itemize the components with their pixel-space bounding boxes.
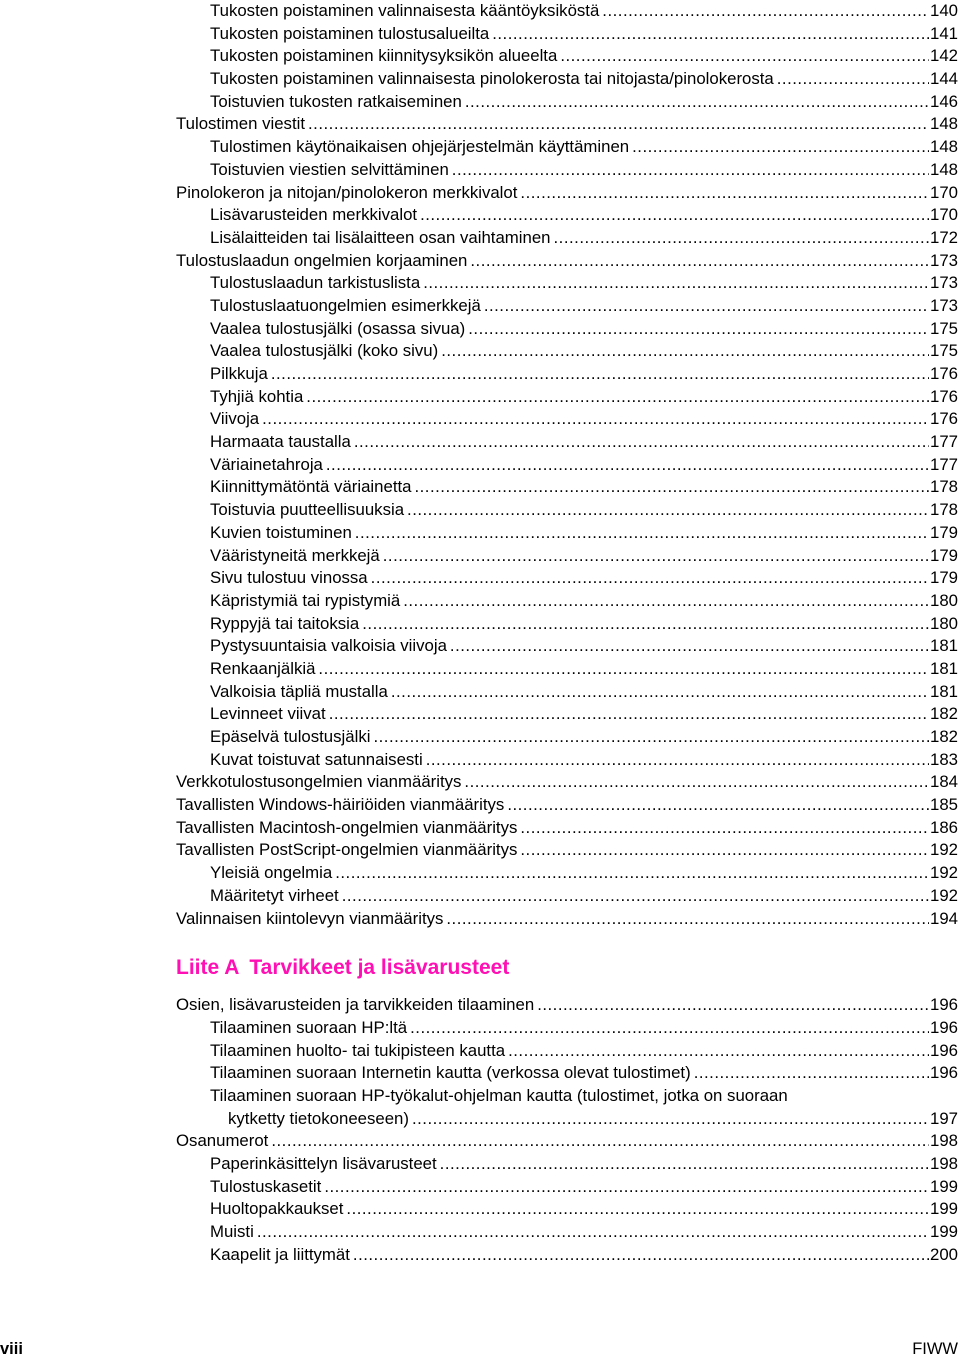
dot-leader: [441, 340, 929, 363]
toc-entry-title-line1: Tilaaminen suoraan HP-työkalut-ohjelman kautta (tulostimet, jotka on suoraan: [210, 1085, 788, 1105]
toc-entry-title-line2: kytketty tietokoneeseen): [228, 1108, 409, 1128]
toc-entry-title: Pilkkuja: [210, 364, 268, 383]
toc-entry[interactable]: [176, 68, 958, 91]
toc-entry[interactable]: [176, 545, 958, 568]
dot-leader: [308, 113, 929, 136]
dot-leader: [468, 318, 929, 341]
toc-entry[interactable]: [176, 204, 958, 227]
toc-entry-page: 178: [930, 500, 958, 520]
toc-entry[interactable]: [176, 159, 958, 182]
toc-entry-page: 182: [930, 704, 958, 724]
dot-leader: [318, 658, 929, 681]
dot-leader: [373, 726, 929, 749]
dot-leader: [407, 499, 929, 522]
toc-entry-page: 141: [930, 23, 958, 43]
footer-code: FIWW: [912, 1340, 958, 1358]
toc-entry-title: Tukosten poistaminen valinnaisesta pinolokerosta tai nitojasta/pinolokerosta: [210, 69, 774, 89]
toc-entry-page: 199: [930, 1199, 958, 1219]
toc-entry-page: 173: [930, 295, 958, 315]
toc-entry-page: 180: [930, 590, 958, 610]
toc-entry-title: Käpristymiä tai rypistymiä: [210, 590, 401, 610]
toc-entry[interactable]: [176, 45, 958, 68]
toc-entry-page: 186: [930, 817, 958, 837]
dot-leader: [777, 68, 929, 91]
toc-entry-page: 196: [930, 1040, 958, 1060]
toc-entry[interactable]: [176, 113, 958, 136]
toc-entry[interactable]: [176, 590, 958, 613]
toc-entry[interactable]: [176, 318, 958, 341]
toc-entry-title: Renkaanjälkiä: [210, 658, 316, 678]
chapter-label: Liite A: [176, 956, 240, 980]
chapter-heading: [176, 954, 958, 982]
toc-entry-title: Tulostimen viestit: [176, 114, 306, 134]
toc-entry-wrapped[interactable]: [176, 1085, 958, 1130]
toc-entry[interactable]: [176, 908, 958, 931]
toc-entry[interactable]: [176, 1198, 958, 1221]
toc-section-appendix-a: [176, 994, 958, 1085]
toc-entry-title: Sivu tulostuu vinossa: [210, 568, 368, 588]
toc-entry[interactable]: [176, 1153, 958, 1176]
toc-entry-page: 181: [930, 658, 958, 678]
toc-entry[interactable]: [176, 635, 958, 658]
toc-entry-title: Lisävarusteiden merkkivalot: [210, 205, 418, 225]
toc-entry[interactable]: [176, 613, 958, 636]
chapter-title: Tarvikkeet ja lisävarusteet: [249, 956, 510, 980]
toc-entry[interactable]: [176, 227, 958, 250]
toc-entry[interactable]: [176, 994, 958, 1017]
toc-entry-title: Tulostuslaatuongelmien esimerkkejä: [210, 295, 481, 315]
dot-leader: [412, 1108, 929, 1131]
toc-entry-page: 181: [930, 681, 958, 701]
dot-leader: [346, 1198, 929, 1221]
toc-entry[interactable]: [176, 340, 958, 363]
toc-entry[interactable]: [176, 703, 958, 726]
toc-entry[interactable]: [176, 386, 958, 409]
toc-entry-title: Kuvat toistuvat satunnaisesti: [210, 749, 423, 769]
toc-entry-page: 196: [930, 995, 958, 1015]
toc-entry-title: Väriainetahroja: [210, 454, 323, 474]
toc-entry-title: Vaalea tulostusjälki (koko sivu): [210, 341, 439, 361]
toc-entry-title: Tyhjiä kohtia: [210, 386, 304, 406]
dot-leader: [492, 23, 929, 46]
toc-entry-title: Tilaaminen huolto- tai tukipisteen kautta: [210, 1040, 506, 1060]
toc-entry-page: 173: [930, 273, 958, 293]
toc-entry-title: Yleisiä ongelmia: [210, 863, 333, 883]
toc-entry-title: Harmaata taustalla: [210, 432, 351, 452]
toc-entry-page: 183: [930, 749, 958, 769]
toc-entry-title: Tilaaminen suoraan HP:ltä: [210, 1017, 408, 1037]
toc-entry-page: 148: [930, 137, 958, 157]
toc-entry-title: Toistuvien viestien selvittäminen: [210, 159, 449, 179]
dot-leader: [507, 794, 929, 817]
dot-leader: [420, 204, 929, 227]
dot-leader: [446, 908, 929, 931]
dot-leader: [452, 159, 929, 182]
toc-entry-title: Toistuvien tukosten ratkaiseminen: [210, 91, 462, 111]
toc-entry-title: Tavallisten Windows-häiriöiden vianmääritys: [176, 795, 505, 815]
toc-entry[interactable]: [176, 749, 958, 772]
toc-entry-title: Kaapelit ja liittymät: [210, 1244, 350, 1264]
toc-entry-page: 146: [930, 91, 958, 111]
toc-entry[interactable]: [176, 885, 958, 908]
dot-leader: [602, 0, 929, 23]
toc-entry[interactable]: [176, 250, 958, 273]
toc-entry-title: Määritetyt virheet: [210, 885, 339, 905]
dot-leader: [335, 862, 929, 885]
dot-leader: [426, 749, 929, 772]
dot-leader: [450, 635, 929, 658]
toc-entry-page: 199: [930, 1222, 958, 1242]
toc-entry-page: 142: [930, 46, 958, 66]
table-of-contents: [176, 0, 958, 1266]
toc-entry-title: Tulostuskasetit: [210, 1176, 322, 1196]
toc-entry[interactable]: [176, 476, 958, 499]
toc-entry[interactable]: [176, 1062, 958, 1085]
toc-entry[interactable]: [176, 839, 958, 862]
dot-leader: [632, 136, 929, 159]
toc-entry-title: Osanumerot: [176, 1131, 269, 1151]
toc-entry-page: 176: [930, 386, 958, 406]
toc-entry-title: Tukosten poistaminen kiinnitysyksikön alueelta: [210, 46, 558, 66]
toc-entry[interactable]: [176, 1130, 958, 1153]
dot-leader: [508, 1040, 929, 1063]
toc-entry-page: 182: [930, 727, 958, 746]
toc-entry-title: Pystysuuntaisia valkoisia viivoja: [210, 636, 447, 656]
dot-leader: [484, 295, 929, 318]
dot-leader: [353, 1244, 929, 1267]
toc-entry[interactable]: [176, 522, 958, 545]
toc-entry[interactable]: [176, 272, 958, 295]
toc-entry-title: Huoltopakkaukset: [210, 1199, 344, 1219]
toc-entry[interactable]: [176, 1017, 958, 1040]
dot-leader: [324, 1176, 929, 1199]
toc-entry-page: 196: [930, 1063, 958, 1083]
toc-entry[interactable]: [176, 1221, 958, 1244]
dot-leader: [414, 476, 929, 499]
toc-entry-title: Vääristyneitä merkkejä: [210, 545, 380, 565]
toc-entry[interactable]: [176, 0, 958, 23]
toc-entry-page: 144: [930, 69, 958, 89]
dot-leader: [371, 567, 929, 590]
toc-entry-page: 175: [930, 341, 958, 361]
dot-leader: [362, 613, 929, 636]
toc-entry-page: 194: [930, 908, 958, 928]
toc-entry-title: Epäselvä tulostusjälki: [210, 727, 371, 746]
toc-entry[interactable]: [176, 182, 958, 205]
toc-section-appendix-b: [176, 1130, 958, 1266]
dot-leader: [329, 703, 929, 726]
toc-entry-page: 180: [930, 613, 958, 633]
toc-entry-title: Valinnaisen kiintolevyn vianmääritys: [176, 908, 444, 928]
toc-entry-title: Tilaaminen suoraan Internetin kautta (verkossa olevat tulostimet): [210, 1063, 691, 1083]
toc-entry-title: Ryppyjä tai taitoksia: [210, 613, 360, 633]
toc-entry-title: Lisälaitteiden tai lisälaitteen osan vaihtaminen: [210, 227, 551, 247]
toc-entry-page: 170: [930, 182, 958, 202]
dot-leader: [440, 1153, 929, 1176]
dot-leader: [423, 272, 929, 295]
dot-leader: [520, 817, 929, 840]
toc-entry-title: Tulostimen käytönaikaisen ohjejärjestelmän käyttäminen: [210, 137, 630, 157]
toc-entry-page: 181: [930, 636, 958, 656]
toc-section-troubleshooting: [176, 0, 958, 930]
toc-entry[interactable]: [176, 771, 958, 794]
toc-entry[interactable]: [176, 862, 958, 885]
toc-entry[interactable]: [176, 1176, 958, 1199]
toc-entry-page: 198: [930, 1154, 958, 1174]
toc-entry[interactable]: [176, 23, 958, 46]
toc-entry-page: 178: [930, 477, 958, 497]
toc-entry[interactable]: [176, 136, 958, 159]
toc-entry-page: 179: [930, 545, 958, 565]
footer-page-number: viii: [0, 1340, 23, 1358]
dot-leader: [257, 1221, 929, 1244]
toc-entry-page: 140: [930, 1, 958, 20]
dot-leader: [520, 182, 929, 205]
toc-entry[interactable]: [176, 295, 958, 318]
toc-entry[interactable]: [176, 1040, 958, 1063]
toc-entry-page: 179: [930, 522, 958, 542]
dot-leader: [271, 363, 929, 386]
dot-leader: [342, 885, 929, 908]
dot-leader: [306, 386, 929, 409]
toc-entry-title: Tulostuslaadun tarkistuslista: [210, 273, 421, 293]
toc-entry[interactable]: [176, 658, 958, 681]
toc-entry[interactable]: [176, 1244, 958, 1267]
toc-entry[interactable]: [176, 363, 958, 386]
dot-leader: [271, 1130, 929, 1153]
dot-leader: [326, 454, 929, 477]
toc-entry-title: Verkkotulostusongelmien vianmääritys: [176, 772, 462, 792]
toc-entry-page: 177: [930, 432, 958, 452]
toc-entry-page: 177: [930, 454, 958, 474]
dot-leader: [520, 839, 929, 862]
toc-entry[interactable]: [176, 567, 958, 590]
toc-entry-page: 179: [930, 568, 958, 588]
toc-entry-title: Paperinkäsittelyn lisävarusteet: [210, 1154, 437, 1174]
toc-entry-title: Tulostuslaadun ongelmien korjaaminen: [176, 250, 468, 270]
dot-leader: [465, 91, 929, 114]
dot-leader: [383, 545, 929, 568]
toc-entry-page: 170: [930, 205, 958, 225]
toc-entry[interactable]: [176, 726, 958, 749]
toc-entry-title: Vaalea tulostusjälki (osassa sivua): [210, 318, 466, 338]
toc-entry[interactable]: [176, 499, 958, 522]
toc-entry-title: Tukosten poistaminen valinnaisesta kääntöyksiköstä: [210, 1, 600, 20]
toc-entry-page: 192: [930, 840, 958, 860]
dot-leader: [355, 522, 929, 545]
dot-leader: [537, 994, 929, 1017]
toc-entry-title: Tavallisten Macintosh-ongelmien vianmääritys: [176, 817, 518, 837]
dot-leader: [560, 45, 929, 68]
toc-entry-page: 198: [930, 1131, 958, 1151]
toc-entry-page: 192: [930, 885, 958, 905]
toc-entry-page: 199: [930, 1176, 958, 1196]
toc-entry-page: 172: [930, 227, 958, 247]
toc-entry-page: 148: [930, 159, 958, 179]
dot-leader: [554, 227, 929, 250]
dot-leader: [464, 771, 929, 794]
toc-entry[interactable]: [176, 91, 958, 114]
toc-entry-title: Valkoisia täpliä mustalla: [210, 681, 388, 701]
toc-entry-page: 197: [930, 1108, 958, 1128]
toc-entry[interactable]: [176, 681, 958, 704]
toc-entry-title: Viivoja: [210, 409, 260, 429]
toc-entry-title: Osien, lisävarusteiden ja tarvikkeiden tilaaminen: [176, 995, 535, 1015]
toc-entry-title: Toistuvia puutteellisuuksia: [210, 500, 405, 520]
toc-entry-title: Muisti: [210, 1222, 254, 1242]
dot-leader: [354, 431, 929, 454]
toc-entry[interactable]: [176, 431, 958, 454]
toc-entry-page: 175: [930, 318, 958, 338]
toc-entry-page: 148: [930, 114, 958, 134]
toc-entry-title: Tavallisten PostScript-ongelmien vianmääritys: [176, 840, 518, 860]
toc-entry-page: 184: [930, 772, 958, 792]
dot-leader: [470, 250, 929, 273]
toc-entry-page: 192: [930, 863, 958, 883]
dot-leader: [410, 1017, 929, 1040]
toc-entry-title: Kuvien toistuminen: [210, 522, 352, 542]
dot-leader: [403, 590, 929, 613]
toc-entry[interactable]: [176, 408, 958, 431]
toc-entry-title: Kiinnittymätöntä väriainetta: [210, 477, 412, 497]
toc-entry-page: 185: [930, 795, 958, 815]
dot-leader: [694, 1062, 929, 1085]
toc-entry-page: 173: [930, 250, 958, 270]
toc-entry-page: 176: [930, 364, 958, 383]
toc-entry[interactable]: [176, 794, 958, 817]
toc-entry-title: Levinneet viivat: [210, 704, 326, 724]
dot-leader: [262, 408, 929, 431]
dot-leader: [391, 681, 929, 704]
toc-entry-page: 200: [930, 1244, 958, 1264]
toc-entry-page: 176: [930, 409, 958, 429]
toc-entry-page: 196: [930, 1017, 958, 1037]
toc-entry-title: Tukosten poistaminen tulostusalueilta: [210, 23, 490, 43]
toc-entry[interactable]: [176, 817, 958, 840]
toc-entry[interactable]: [176, 454, 958, 477]
toc-entry-title: Pinolokeron ja nitojan/pinolokeron merkkivalot: [176, 182, 518, 202]
